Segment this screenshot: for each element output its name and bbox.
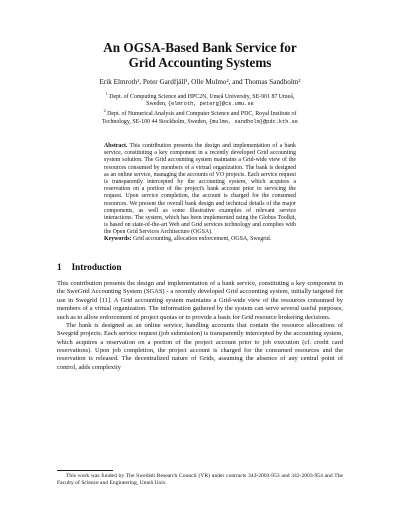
abstract-text: This contribution presents the design and implementation of a bank service, constituting a key component in a recently developed Grid accounting system solution. The Grid accounting system maintains a Grid-wide view of the resources consumed by members of a virtual organization. The bank is designed as an online service, managing the accounts of VO projects. Each service request is transparently intercepted by the accounting system, which acquires a reservation on a portion of the project's bank account prior to servicing the request. Upon service completion, the account is charged for the consumed resources. We present the overall bank design and technical details of the major components, as well as some illustrative examples of relevant service interactions. The system, which has been implemented using the Globus Toolkit, is based on state-of-the-art Web and Grid services technology and complies with the Open Grid Services Architecture (OGSA). bbox=[104, 143, 296, 236]
affiliations bbox=[96, 91, 304, 129]
abstract-body bbox=[104, 143, 296, 236]
paragraph: This contribution presents the design and implementation of a bank service, constituting a key component in the SweGrid Accounting System (SGAS) - a recently developed Grid accounting system, initially targeted for use in Swegrid [11]. A Grid accounting system maintains a Grid-wide view of the resources consumed by members of a virtual organization. The information gathered by the system can serve several useful purposes, such as to allow enforcement of project quotas or to provide a basis for Grid resource brokering decisions. bbox=[57, 280, 343, 321]
section-heading bbox=[57, 262, 121, 272]
affiliation-text: Dept. of Computing Science and HPC2N, Umeå University, SE-901 87 Umeå, bbox=[109, 94, 295, 100]
abstract bbox=[104, 143, 296, 244]
affiliation-2 bbox=[96, 108, 304, 126]
affiliation-text: Dept. of Numerical Analysis and Computer Science and PDC, Royal Institute of bbox=[107, 111, 297, 118]
affiliation-1 bbox=[96, 91, 304, 109]
footnote: This work was funded by The Swedish Research Council (VR) under contracts 343-2003-953 and 343-2003-954 and The Faculty of Science and Engineering, Umeå Univ. bbox=[57, 473, 343, 487]
section-number: 1 bbox=[57, 262, 62, 272]
title-line-1: An OGSA-Based Bank Service for bbox=[103, 40, 297, 55]
author-list: Erik Elmroth¹, Peter Gardfjäll¹, Olle Mulmo², and Thomas Sandholm² bbox=[99, 78, 301, 86]
keywords-text: Grid accounting, allocation enforcement, OGSA, Swegrid. bbox=[132, 236, 272, 243]
footnote-rule bbox=[57, 470, 113, 471]
affiliation-text: Sweden, bbox=[146, 101, 168, 108]
keywords-label: Keywords: bbox=[104, 236, 132, 243]
keywords bbox=[104, 236, 296, 243]
affiliation-email: {elmroth, peterg}@cs.umu.se bbox=[167, 101, 254, 108]
affiliation-email: {mulmo, sandholm}@pdc.kth.se bbox=[208, 118, 298, 125]
paper-title bbox=[0, 40, 400, 70]
section-title: Introduction bbox=[71, 262, 122, 272]
title-line-2: Grid Accounting Systems bbox=[128, 55, 272, 70]
affiliation-text: Technology, SE-100 44 Stockholm, Sweden, bbox=[102, 118, 209, 125]
affiliation-mark: 2 bbox=[103, 108, 106, 114]
paragraph: The bank is designed as an online service, handling accounts that contain the resource allocations of Swegrid projects. Each service request (job submission) is transparently intercepted by the accounting system, which acquires a reservation on a portion of the project account prior to job execution (cf. credit card reservations). Upon job completion, the project account is charged for the consumed resources and the reservation is released. The decentralized nature of Grids, assuming the absence of any central point of control, adds complexity bbox=[57, 321, 343, 371]
section-body bbox=[57, 280, 343, 372]
abstract-label: Abstract. bbox=[104, 143, 128, 149]
affiliation-mark: 1 bbox=[105, 91, 108, 97]
